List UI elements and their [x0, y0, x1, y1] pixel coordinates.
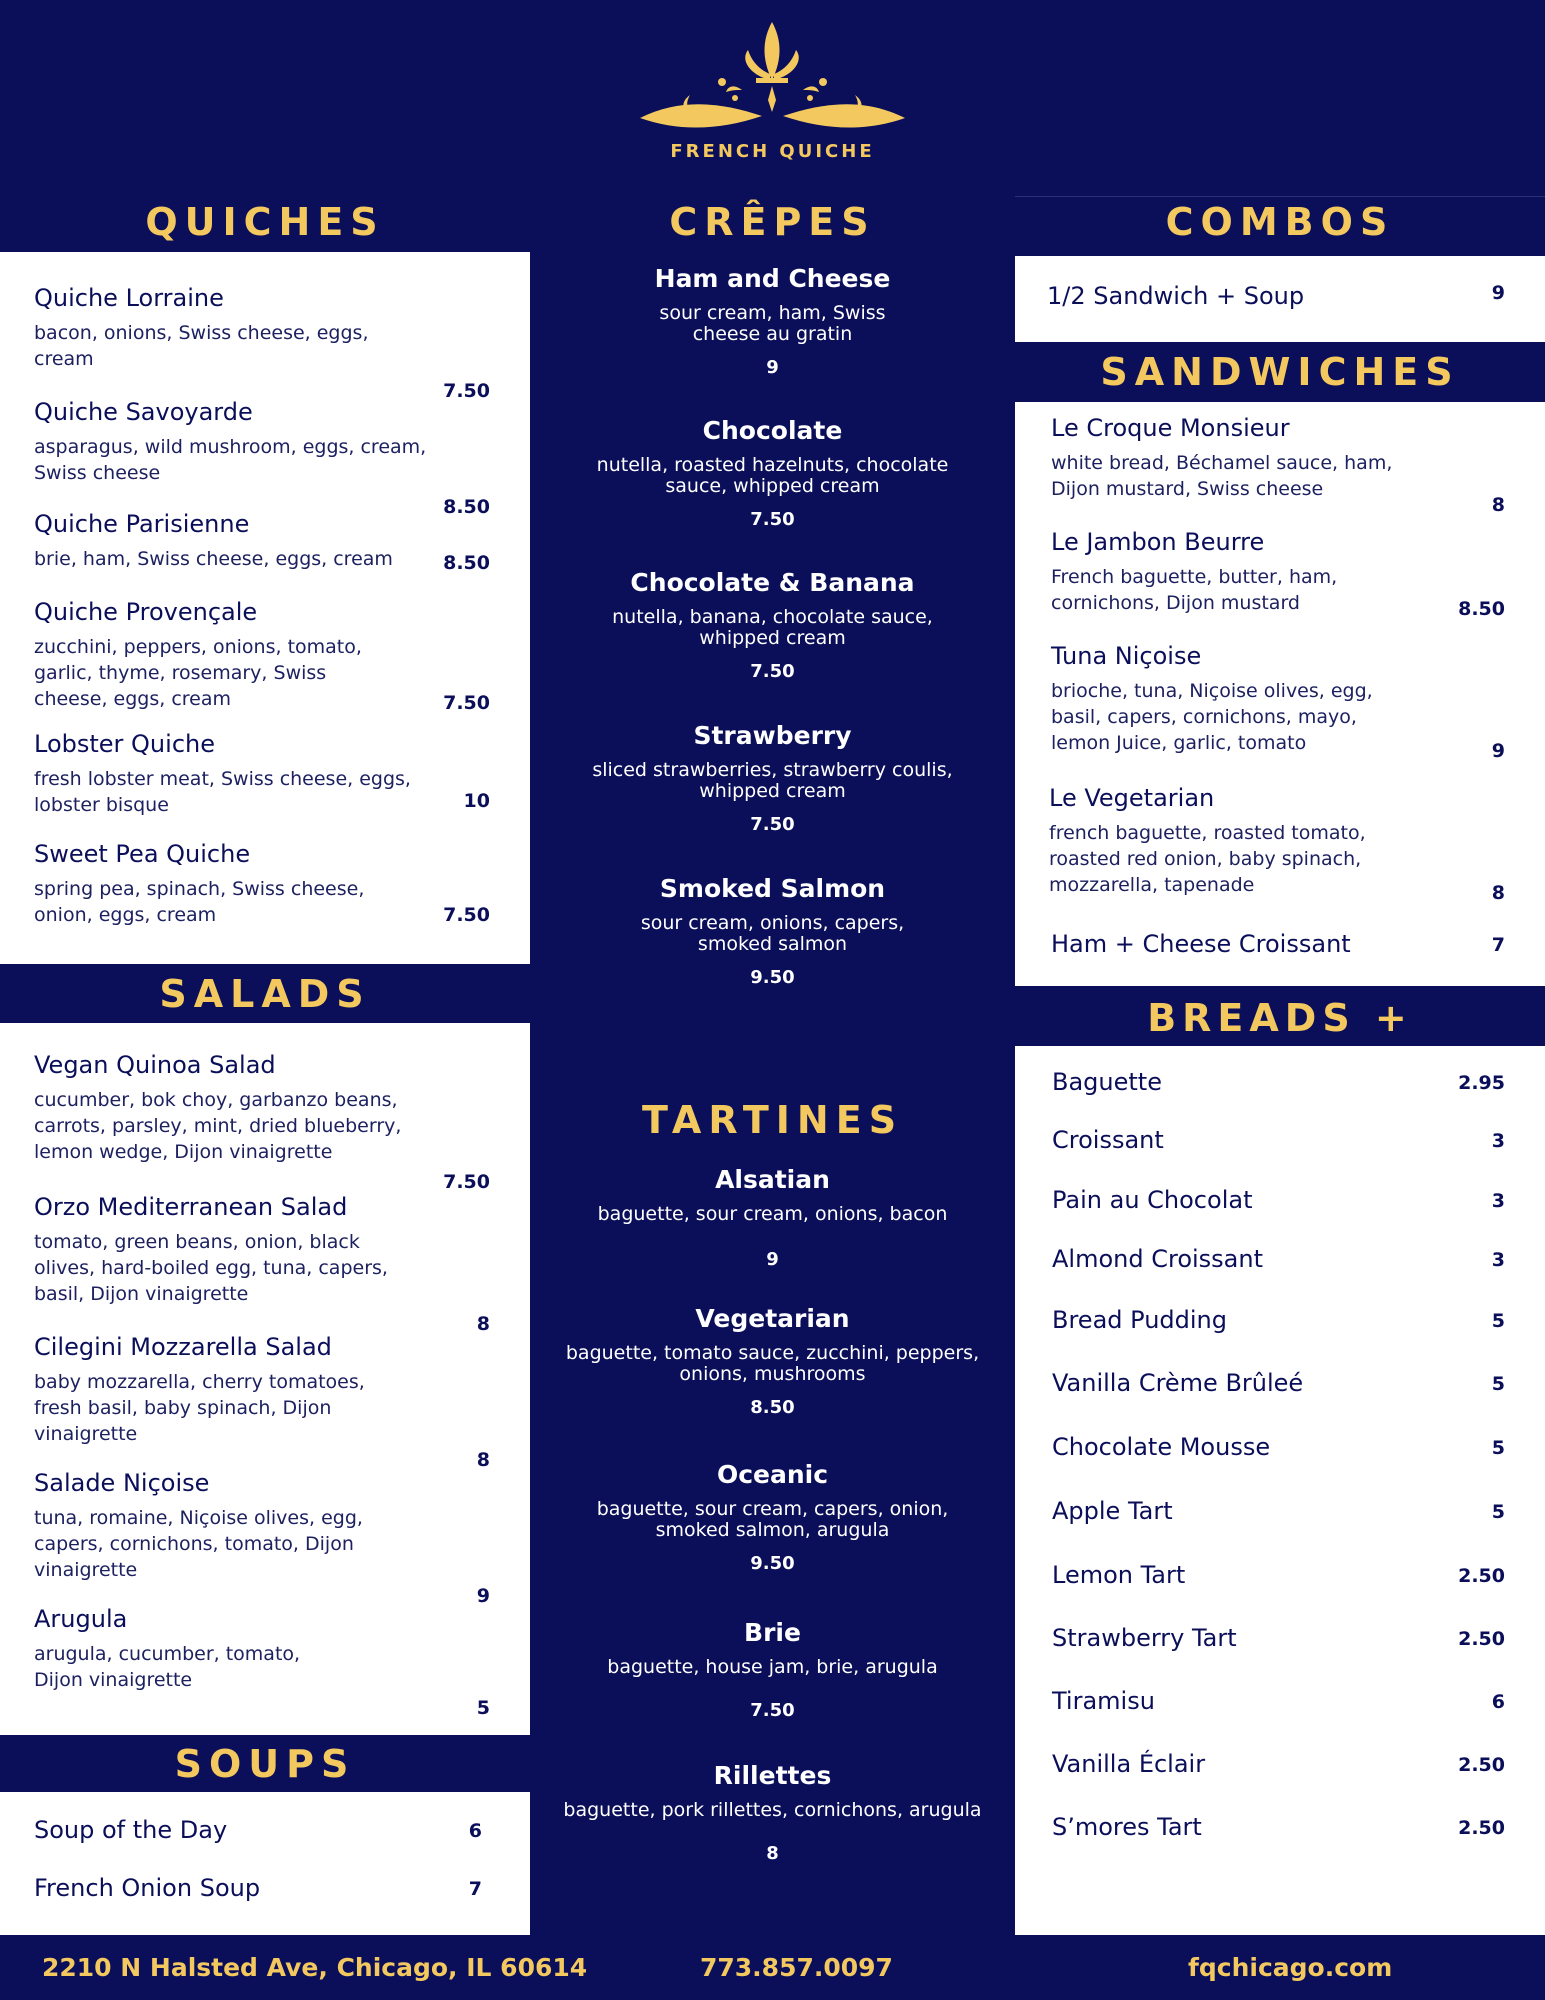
footer-website[interactable]: fqchicago.com	[1188, 1953, 1393, 1982]
item-price: 5	[1491, 1501, 1505, 1523]
item-price: 9.50	[750, 1553, 795, 1574]
item-name: Oceanic	[716, 1460, 829, 1489]
logo	[630, 20, 915, 165]
item-price: 8	[476, 1449, 490, 1471]
quiches-panel	[0, 252, 530, 964]
item-name: Sweet Pea Quiche	[34, 840, 251, 868]
menu-item	[1052, 1186, 1505, 1216]
item-name: Vanilla Éclair	[1052, 1750, 1206, 1778]
item-description: sliced strawberries, strawberry coulis, whipped cream	[592, 759, 953, 802]
item-name: Ham + Cheese Croissant	[1051, 930, 1351, 958]
menu-item	[34, 598, 490, 712]
salads-panel	[0, 1023, 530, 1735]
breads-panel	[1015, 1046, 1545, 1935]
item-description: asparagus, wild mushroom, eggs, cream, Swiss cheese	[34, 436, 427, 484]
item-name: Tiramisu	[1052, 1687, 1155, 1715]
fleur-de-lis-icon	[630, 20, 915, 135]
item-price: 3	[1491, 1190, 1505, 1212]
item-price: 8.50	[443, 496, 490, 518]
item-price: 7.50	[443, 380, 490, 402]
item-price: 5	[1491, 1373, 1505, 1395]
item-description: baby mozzarella, cherry tomatoes, fresh basil, baby spinach, Dijon vinaigrette	[34, 1371, 365, 1445]
item-name: Tuna Niçoise	[1051, 642, 1202, 670]
item-name: Quiche Parisienne	[34, 510, 250, 538]
item-price: 5	[1491, 1437, 1505, 1459]
item-name: Quiche Provençale	[34, 598, 258, 626]
item-description: spring pea, spinach, Swiss cheese, onion, eggs, cream	[34, 878, 365, 926]
item-name: Quiche Lorraine	[34, 284, 224, 312]
item-description: baguette, house jam, brie, arugula	[607, 1656, 938, 1678]
menu-item	[34, 284, 490, 402]
menu-item	[34, 840, 490, 928]
item-name: Almond Croissant	[1052, 1245, 1264, 1273]
combos-header-divider	[1015, 196, 1545, 197]
item-name: Vegan Quinoa Salad	[34, 1051, 276, 1079]
tartines-title: TARTINES	[641, 1098, 904, 1142]
menu-item	[540, 568, 1005, 682]
item-description: baguette, tomato sauce, zucchini, peppers, onions, mushrooms	[565, 1342, 980, 1385]
menu-item	[34, 1605, 490, 1719]
item-name: Apple Tart	[1052, 1497, 1173, 1525]
menu-item	[540, 1761, 1005, 1864]
item-price: 3	[1491, 1130, 1505, 1152]
item-price: 2.50	[1458, 1565, 1505, 1587]
menu-item	[1052, 1306, 1505, 1336]
item-description: arugula, cucumber, tomato, Dijon vinaigrette	[34, 1643, 301, 1691]
item-description: french baguette, roasted tomato, roasted red onion, baby spinach, mozzarella, tapenade	[1049, 822, 1366, 896]
item-price: 9.50	[750, 967, 795, 988]
menu-item	[1047, 282, 1505, 312]
item-description: baguette, pork rillettes, cornichons, arugula	[563, 1799, 982, 1821]
item-description: brioche, tuna, Niçoise olives, egg, basil, capers, cornichons, mayo, lemon Juice, garlic, tomato	[1051, 680, 1373, 754]
footer-phone[interactable]: 773.857.0097	[700, 1953, 893, 1982]
item-name: Rillettes	[713, 1761, 832, 1790]
menu-item	[1052, 1624, 1505, 1654]
item-price: 7	[468, 1878, 482, 1900]
footer-address: 2210 N Halsted Ave, Chicago, IL 60614	[42, 1953, 588, 1982]
sandwiches-panel	[1015, 402, 1545, 986]
menu-item	[34, 1193, 490, 1335]
brand-name: FRENCH QUICHE	[670, 141, 875, 162]
soups-title: SOUPS	[174, 1742, 356, 1786]
item-price: 7.50	[750, 1700, 795, 1721]
item-price: 8.50	[1458, 598, 1505, 620]
item-description: sour cream, onions, capers, smoked salmon	[640, 912, 905, 955]
item-name: Vanilla Crème Brûleé	[1052, 1369, 1304, 1397]
menu-item	[540, 1304, 1005, 1418]
item-name: Vegetarian	[695, 1304, 850, 1333]
menu-item	[34, 1051, 490, 1193]
item-description: brie, ham, Swiss cheese, eggs, cream	[34, 548, 393, 570]
item-description: French baguette, butter, ham, cornichons, Dijon mustard	[1051, 566, 1338, 614]
item-name: Bread Pudding	[1052, 1306, 1227, 1334]
item-price: 9	[476, 1585, 490, 1607]
item-description: baguette, sour cream, onions, bacon	[597, 1203, 948, 1225]
menu-item	[34, 398, 490, 518]
item-price: 9	[766, 1249, 779, 1270]
item-price: 8.50	[443, 552, 490, 574]
menu-item	[540, 416, 1005, 530]
menu-item	[34, 1469, 490, 1607]
item-price: 7.50	[443, 1171, 490, 1193]
item-price: 2.50	[1458, 1754, 1505, 1776]
soups-panel	[0, 1792, 530, 1935]
item-price: 10	[463, 790, 490, 812]
item-price: 9	[766, 357, 779, 378]
menu-item	[540, 1460, 1005, 1574]
menu-item	[540, 264, 1005, 378]
footer	[0, 1935, 1545, 2000]
combos-title: COMBOS	[1165, 200, 1395, 244]
item-description: nutella, roasted hazelnuts, chocolate sauce, whipped cream	[596, 454, 949, 497]
item-name: Arugula	[34, 1605, 128, 1633]
item-name: 1/2 Sandwich + Soup	[1047, 282, 1305, 310]
item-name: Strawberry	[693, 721, 852, 750]
menu-item	[1051, 528, 1505, 620]
item-name: French Onion Soup	[34, 1874, 261, 1902]
item-price: 9	[1491, 282, 1505, 304]
item-price: 8	[476, 1313, 490, 1335]
item-price: 6	[1491, 1691, 1505, 1713]
item-price: 3	[1491, 1249, 1505, 1271]
menu-item	[1052, 1687, 1505, 1717]
menu-item	[1052, 1369, 1505, 1399]
item-name: Lobster Quiche	[34, 730, 215, 758]
item-name: Chocolate	[702, 416, 843, 445]
menu-item	[1052, 1750, 1505, 1780]
menu-item	[540, 1165, 1005, 1270]
item-price: 7.50	[443, 692, 490, 714]
item-name: S’mores Tart	[1052, 1813, 1202, 1841]
breads-title: BREADS +	[1147, 996, 1413, 1040]
item-price: 8	[766, 1843, 779, 1864]
item-description: cucumber, bok choy, garbanzo beans, carrots, parsley, mint, dried blueberry, lemon wedge, Dijon vinaigrette	[34, 1089, 402, 1163]
menu-item	[1051, 414, 1505, 516]
menu-item	[1052, 1433, 1505, 1463]
item-price: 8.50	[750, 1397, 795, 1418]
item-price: 2.95	[1458, 1072, 1505, 1094]
item-name: Chocolate Mousse	[1052, 1433, 1271, 1461]
item-price: 7.50	[443, 904, 490, 926]
menu-item	[1051, 642, 1505, 762]
item-price: 9	[1491, 740, 1505, 762]
item-price: 7	[1491, 934, 1505, 956]
item-price: 7.50	[750, 661, 795, 682]
item-name: Croissant	[1052, 1126, 1164, 1154]
crepes-title: CRÊPES	[669, 200, 876, 244]
item-name: Lemon Tart	[1052, 1561, 1186, 1589]
item-price: 6	[468, 1820, 482, 1842]
menu-item	[540, 721, 1005, 835]
menu-item	[1052, 1813, 1505, 1843]
item-description: tomato, green beans, onion, black olives, hard-boiled egg, tuna, capers, basil, Dijon vinaigrette	[34, 1231, 388, 1305]
item-name: Pain au Chocolat	[1052, 1186, 1253, 1214]
item-name: Le Croque Monsieur	[1051, 414, 1290, 442]
quiches-title: QUICHES	[145, 200, 385, 244]
menu-item	[1052, 1068, 1505, 1098]
menu-item	[34, 1333, 490, 1471]
item-price: 8	[1491, 494, 1505, 516]
item-name: Ham and Cheese	[654, 264, 891, 293]
sandwiches-title: SANDWICHES	[1100, 350, 1460, 394]
menu-item	[1051, 930, 1505, 960]
menu-item	[34, 510, 490, 572]
item-description: tuna, romaine, Niçoise olives, egg, capers, cornichons, tomato, Dijon vinaigrette	[34, 1507, 363, 1581]
item-description: bacon, onions, Swiss cheese, eggs, cream	[34, 322, 369, 370]
item-name: Orzo Mediterranean Salad	[34, 1193, 348, 1221]
combos-panel	[1015, 256, 1545, 342]
menu-item	[1052, 1561, 1505, 1591]
item-description: sour cream, ham, Swiss cheese au gratin	[659, 302, 886, 345]
item-price: 8	[1491, 882, 1505, 904]
item-price: 5	[1491, 1310, 1505, 1332]
item-name: Strawberry Tart	[1052, 1624, 1237, 1652]
menu-item	[1052, 1126, 1505, 1156]
item-price: 5	[476, 1697, 490, 1719]
menu-item	[1052, 1245, 1505, 1275]
item-price: 2.50	[1458, 1817, 1505, 1839]
item-name: Brie	[744, 1618, 801, 1647]
menu-item	[1049, 784, 1505, 904]
item-name: Baguette	[1052, 1068, 1162, 1096]
item-description: fresh lobster meat, Swiss cheese, eggs, lobster bisque	[34, 768, 411, 816]
item-name: Smoked Salmon	[659, 874, 886, 903]
item-name: Le Jambon Beurre	[1051, 528, 1265, 556]
item-name: Soup of the Day	[34, 1816, 228, 1844]
item-price: 2.50	[1458, 1628, 1505, 1650]
item-description: zucchini, peppers, onions, tomato, garlic, thyme, rosemary, Swiss cheese, eggs, cream	[34, 636, 362, 710]
item-price: 7.50	[750, 814, 795, 835]
item-name: Chocolate & Banana	[630, 568, 915, 597]
menu-item	[1052, 1497, 1505, 1527]
item-description: nutella, banana, chocolate sauce, whipped cream	[612, 606, 933, 649]
item-name: Salade Niçoise	[34, 1469, 210, 1497]
item-name: Cilegini Mozzarella Salad	[34, 1333, 332, 1361]
menu-item	[34, 1816, 482, 1846]
item-price: 7.50	[750, 509, 795, 530]
salads-title: SALADS	[159, 972, 371, 1016]
item-name: Quiche Savoyarde	[34, 398, 253, 426]
menu-item	[34, 730, 490, 818]
item-name: Le Vegetarian	[1049, 784, 1215, 812]
menu-item	[34, 1874, 482, 1904]
item-description: white bread, Béchamel sauce, ham, Dijon mustard, Swiss cheese	[1051, 452, 1393, 500]
item-name: Alsatian	[715, 1165, 830, 1194]
menu-item	[540, 1618, 1005, 1721]
menu-item	[540, 874, 1005, 988]
item-description: baguette, sour cream, capers, onion, smoked salmon, arugula	[596, 1498, 949, 1541]
